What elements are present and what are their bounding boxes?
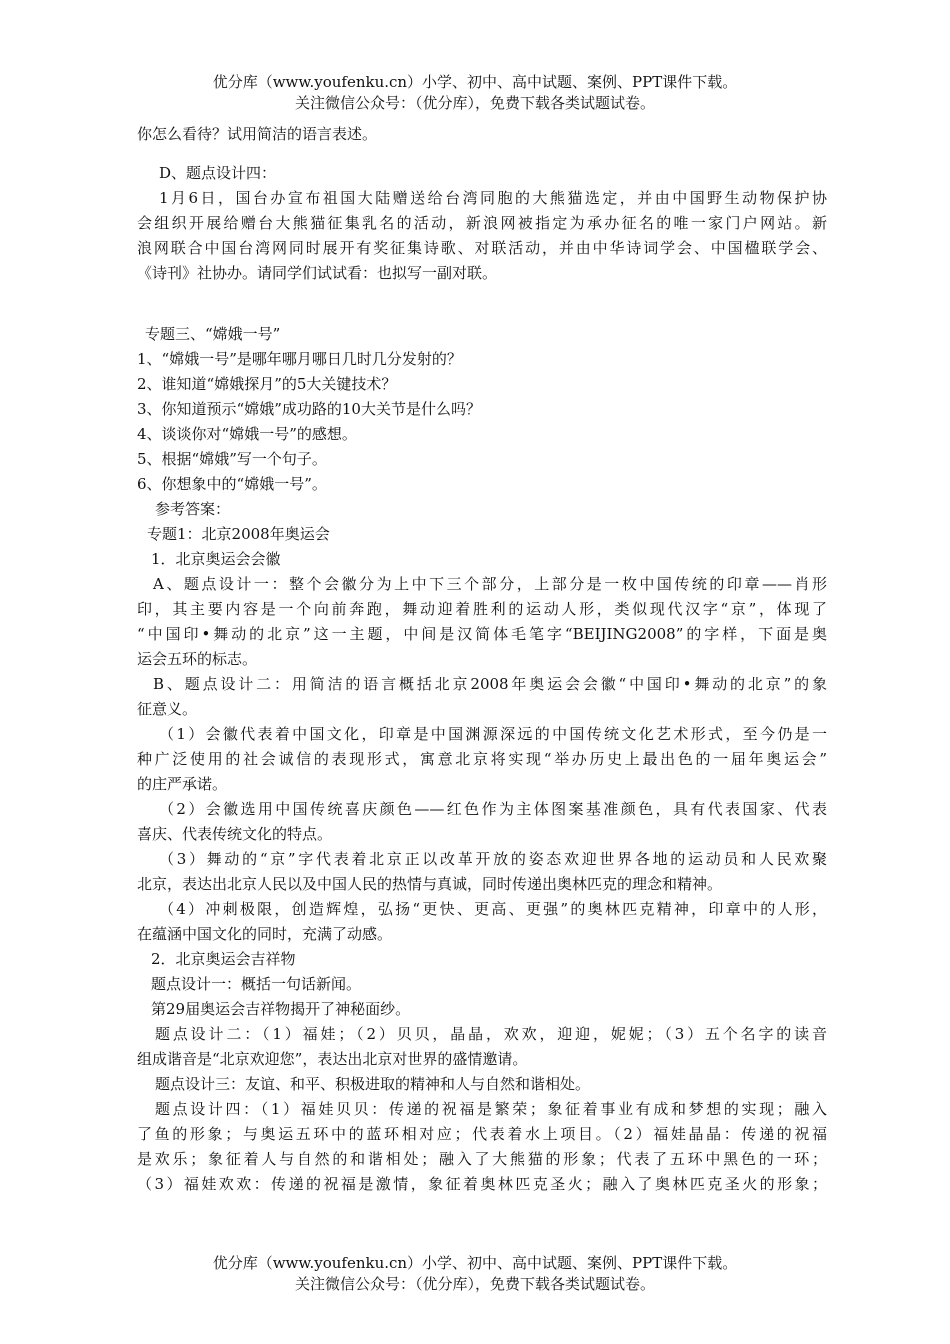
section-heading: 2．北京奥运会吉祥物 (151, 950, 296, 968)
text-line: 运会五环的标志。 (137, 650, 258, 668)
text-line: 《诗刊》社协办。请同学们试试看：也拟写一副对联。 (137, 264, 498, 282)
text-line: 会组织开展给赠台大熊猫征集乳名的活动，新浪网被指定为承办征名的唯一家门户网站。新 (137, 214, 827, 232)
text-line: 喜庆、代表传统文化的特点。 (137, 825, 333, 843)
document-body (137, 122, 827, 1197)
page-header (0, 72, 950, 114)
text-line: （3）福娃欢欢：传递的祝福是激情，象征着奥林匹克圣火；融入了奥林匹克圣火的形象； (137, 1175, 827, 1193)
page-footer (0, 1253, 950, 1295)
text-line: 了鱼的形象；与奥运五环中的蓝环相对应；代表着水上项目。（2）福娃晶晶：传递的祝福 (137, 1125, 827, 1143)
text-line: 在蕴涵中国文化的同时，充满了动感。 (137, 925, 393, 943)
text-line: 种广泛使用的社会诚信的表现形式，寓意北京将实现“举办历史上最出色的一届年奥运会” (137, 750, 827, 768)
text-line: “中国印•舞动的北京”这一主题，中间是汉简体毛笔字“BEIJING2008”的字样，下面是奥 (137, 625, 827, 643)
footer-line-2: 关注微信公众号：（优分库），免费下载各类试题试卷。 (294, 1275, 655, 1293)
text-line: 题点设计二：（1）福娃；（2）贝贝，晶晶，欢欢，迎迎，妮妮；（3）五个名字的读音 (155, 1025, 827, 1043)
section-heading: D、题点设计四： (159, 164, 277, 182)
text-line: 第29届奥运会吉祥物揭开了神秘面纱。 (151, 1000, 411, 1018)
question-item: 6、你想象中的“嫦娥一号”。 (137, 475, 327, 493)
question-item: 1、“嫦娥一号”是哪年哪月哪日几时几分发射的？ (137, 350, 462, 368)
text-line: 题点设计四：（1）福娃贝贝：传递的祝福是繁荣；象征着事业有成和梦想的实现；融入 (155, 1100, 827, 1118)
text-line: 印，其主要内容是一个向前奔跑，舞动迎着胜利的运动人形，类似现代汉字“京”，体现了 (137, 600, 827, 618)
question-item: 2、谁知道“嫦娥探月”的5大关键技术？ (137, 375, 397, 393)
topic-heading: 专题三、“嫦娥一号” (145, 325, 281, 343)
question-item: 5、根据“嫦娥”写一个句子。 (137, 450, 327, 468)
text-line: B、题点设计二：用简洁的语言概括北京2008年奥运会会徽“中国印•舞动的北京”的象 (153, 675, 827, 693)
header-line-2: 关注微信公众号：（优分库），免费下载各类试题试卷。 (294, 94, 655, 112)
text-line: 的庄严承诺。 (137, 775, 228, 793)
answer-heading: 参考答案： (155, 500, 231, 518)
text-line: 北京，表达出北京人民以及中国人民的热情与真诚，同时传递出奥林匹克的理念和精神。 (137, 875, 723, 893)
text-line: 征意义。 (137, 700, 198, 718)
section-heading: 1．北京奥运会会徽 (151, 550, 281, 568)
question-item: 3、你知道预示“嫦娥”成功路的10大关节是什么吗？ (137, 400, 481, 418)
text-line: （1）会徽代表着中国文化，印章是中国渊源深远的中国传统文化艺术形式，至今仍是一 (159, 725, 827, 743)
text-line: 浪网联合中国台湾网同时展开有奖征集诗歌、对联活动，并由中华诗词学会、中国楹联学会、 (137, 239, 827, 257)
text-line: 组成谐音是“北京欢迎您”，表达出北京对世界的盛情邀请。 (137, 1050, 528, 1068)
text-line: （2）会徽选用中国传统喜庆颜色——红色作为主体图案基准颜色，具有代表国家、代表 (159, 800, 827, 818)
text-line: （3）舞动的“京”字代表着北京正以改革开放的姿态欢迎世界各地的运动员和人民欢聚 (159, 850, 827, 868)
text-line: 1月6日，国台办宣布祖国大陆赠送给台湾同胞的大熊猫选定，并由中国野生动物保护协 (159, 189, 827, 207)
text-line: 题点设计一：概括一句话新闻。 (151, 975, 362, 993)
header-line-1: 优分库（www.youfenku.cn）小学、初中、高中试题、案例、PPT课件下载。 (212, 73, 738, 91)
footer-line-1: 优分库（www.youfenku.cn）小学、初中、高中试题、案例、PPT课件下载。 (212, 1254, 738, 1272)
text-line: A、题点设计一：整个会徽分为上中下三个部分，上部分是一枚中国传统的印章——肖形 (153, 575, 827, 593)
text-line: 你怎么看待？试用简洁的语言表述。 (137, 125, 378, 143)
text-line: 题点设计三：友谊、和平、积极进取的精神和人与自然和谐相处。 (155, 1075, 591, 1093)
text-line: 是欢乐；象征着人与自然的和谐相处；融入了大熊猫的形象；代表了五环中黑色的一环； (137, 1150, 827, 1168)
topic-heading: 专题1：北京2008年奥运会 (147, 525, 330, 543)
text-line: （4）冲刺极限，创造辉煌，弘扬“更快、更高、更强”的奥林匹克精神，印章中的人形， (159, 900, 827, 918)
question-item: 4、谈谈你对“嫦娥一号”的感想。 (137, 425, 357, 443)
